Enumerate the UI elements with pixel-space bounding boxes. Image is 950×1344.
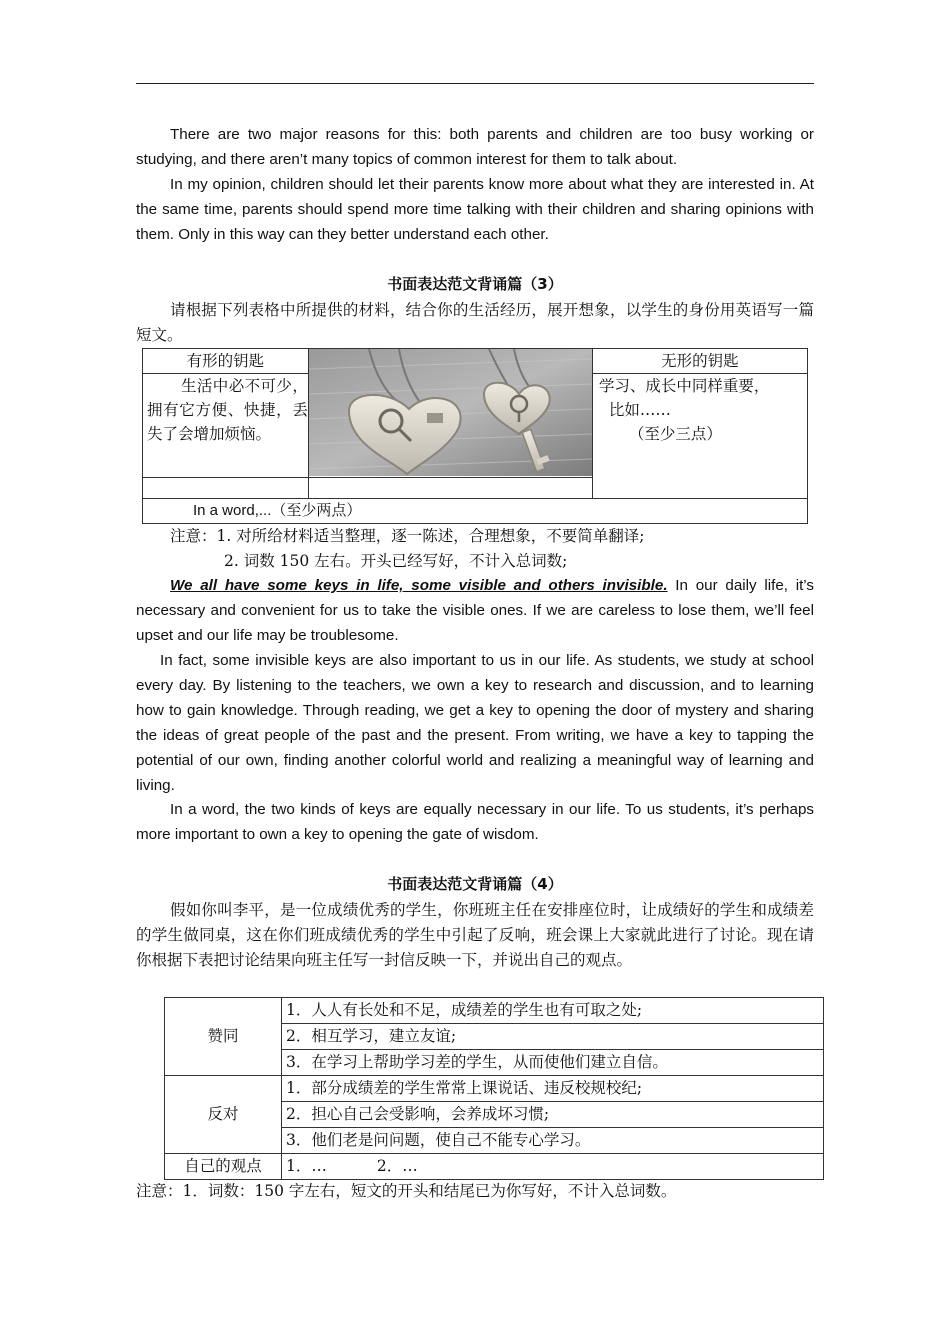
essay-paragraph-3: In a word, the two kinds of keys are equally necessary in our life. To us students, it’s perhaps more important to own a key to opening the gate of wisdom.: [136, 801, 814, 843]
section4-title: 书面表达范文背诵篇（4）: [387, 875, 563, 893]
invisible-key-body: [592, 374, 807, 499]
opinions-table: [164, 997, 824, 1180]
essay-paragraph-1-rest: In our daily life, it’s necessary and convenient for us to take the visible ones. If we are careless to lose them, we’ll feel upset and our life may be troublesome.: [136, 577, 815, 644]
oppose-item-2: 2．担心自己会受影响，会养成坏习惯;: [282, 1102, 824, 1128]
key-pendant-photo: [309, 349, 592, 476]
own-opinion-item-1: 1．…: [286, 1157, 327, 1175]
oppose-item-3: 3．他们老是问问题，使自己不能专心学习。: [282, 1128, 824, 1154]
header-rule: [136, 83, 814, 84]
agree-item-1: 1．人人有长处和不足，成绩差的学生也有可取之处;: [282, 998, 824, 1024]
essay-paragraph-2: In fact, some invisible keys are also important to us in our life. As students, we study at school every day. By listening to the teachers, we own a key to research and discussion, and to learning how to gain knowledge. Through reading, we get a key to opening the door of mystery and sharing the ideas of great people of the past and the present. From writing, we have a key to tapping the potential of our own, finding another colorful world and realizing a meaningful way of learning and living.: [136, 652, 814, 794]
keys-table-footer: In a word,...（至少两点）: [143, 499, 808, 524]
key-photo-cell: [308, 349, 592, 478]
section4-note: 注意：1．词数：150 字左右，短文的开头和结尾已为你写好，不计入总词数。: [136, 1182, 677, 1200]
invisible-key-header: 无形的钥匙: [592, 349, 807, 374]
invisible-key-line-3: （至少三点）: [628, 425, 722, 443]
invisible-key-line-1: 学习、成长中同样重要，: [598, 377, 770, 395]
intro-paragraph-2: In my opinion, children should let their parents know more about what they are interested in. At the same time, parents should spend more time talking with their children and sharing opinions with them. Only in this way can they better understand each other.: [136, 176, 814, 243]
own-opinion-items: [282, 1154, 824, 1180]
agree-item-3: 3．在学习上帮助学习差的学生，从而使他们建立自信。: [282, 1050, 824, 1076]
agree-label: 赞同: [165, 998, 282, 1076]
photo-spacer: [308, 478, 592, 499]
own-opinion-item-2: 2．…: [376, 1157, 418, 1175]
intro-paragraph-1: There are two major reasons for this: both parents and children are too busy working or studying, and there aren’t many topics of common interest for them to talk about.: [136, 126, 814, 168]
visible-key-header: 有形的钥匙: [143, 349, 309, 374]
agree-item-2: 2．相互学习，建立友谊;: [282, 1024, 824, 1050]
section3-prompt: 请根据下列表格中所提供的材料，结合你的生活经历，展开想象，以学生的身份用英语写一篇短文。: [136, 301, 814, 344]
essay-lead-sentence: We all have some keys in life, some visible and others invisible.: [170, 577, 668, 594]
section4-prompt: 假如你叫李平，是一位成绩优秀的学生，你班班主任在安排座位时，让成绩好的学生和成绩差的学生做同桌，这在你们班成绩优秀的学生中引起了反响，班会课上大家就此进行了讨论。现在请你根据下表把讨论结果向班主任写一封信反映一下，并说出自己的观点。: [136, 901, 814, 969]
section3-note-1: 注意：1. 对所给材料适当整理，逐一陈述，合理想象，不要简单翻译;: [170, 527, 645, 545]
section3-note-2: 2. 词数 150 左右。开头已经写好，不计入总词数;: [224, 552, 568, 570]
essay-paragraph-1: [136, 573, 814, 648]
section3-title: 书面表达范文背诵篇（3）: [387, 275, 563, 293]
invisible-key-line-2: 比如……: [608, 401, 671, 419]
visible-key-body: 生活中必不可少，拥有它方便、快捷，丢失了会增加烦恼。: [143, 374, 309, 478]
visible-key-spacer: [143, 478, 309, 499]
keys-table: [142, 348, 808, 524]
oppose-label: 反对: [165, 1076, 282, 1154]
own-opinion-label: 自己的观点: [165, 1154, 282, 1180]
oppose-item-1: 1．部分成绩差的学生常常上课说话、违反校规校纪;: [282, 1076, 824, 1102]
